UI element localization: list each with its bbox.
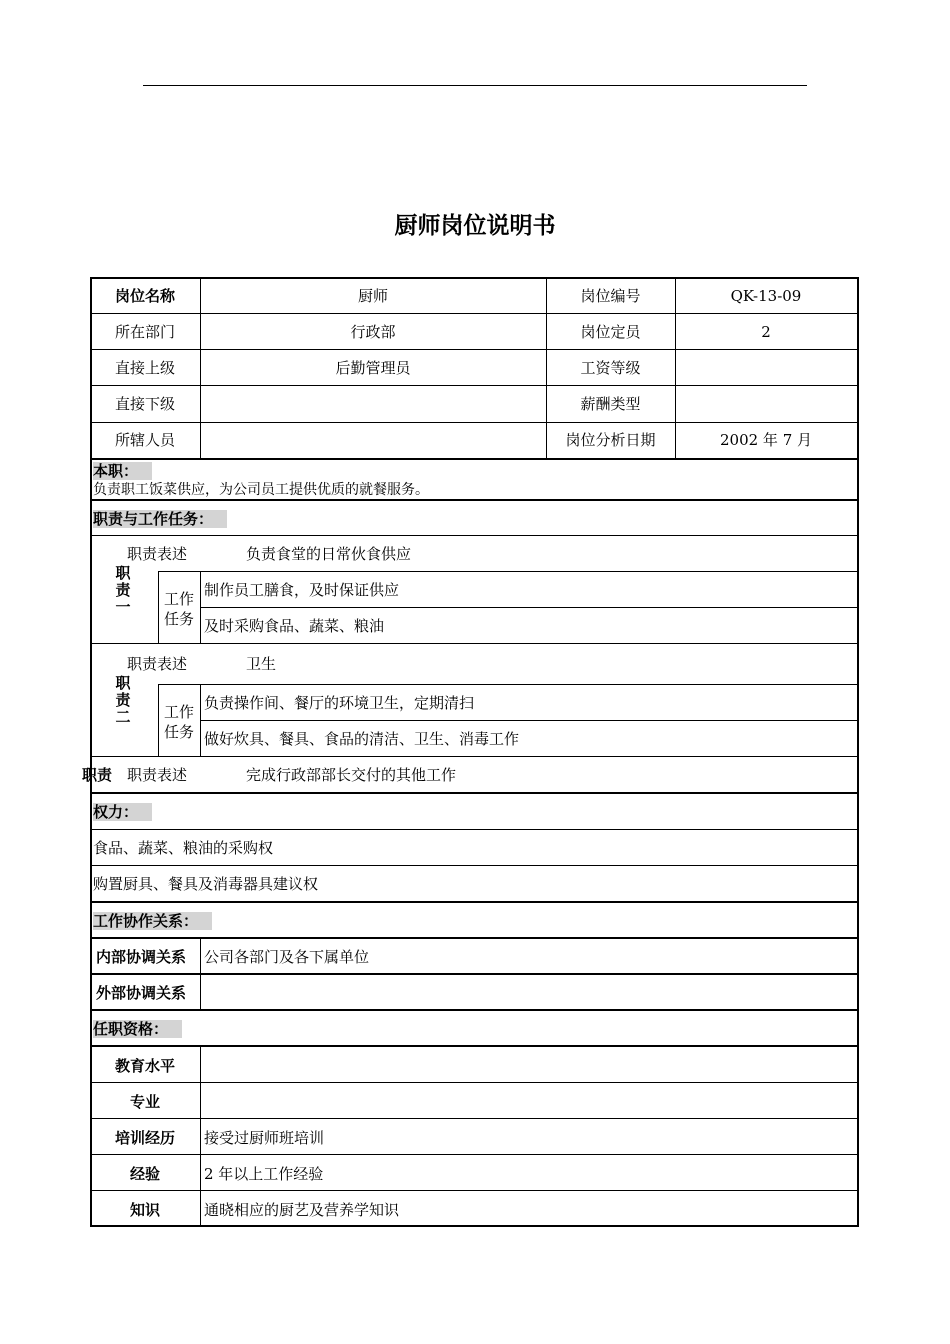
duty1-tasks-label: 工作任务: [163, 590, 194, 628]
knowledge-value: 通晓相应的厨艺及营养学知识: [204, 1201, 400, 1219]
label-direct-subordinate: 直接下级: [114, 395, 175, 413]
duty3-label: 职责: [82, 766, 113, 784]
duty1-label: 职责一: [115, 564, 131, 616]
duty1-desc-label: 职责表述: [127, 545, 188, 563]
authority-item-1: 食品、蔬菜、粮油的采购权: [93, 839, 274, 857]
duty2-task-2: 做好炊具、餐具、食品的清洁、卫生、消毒工作: [204, 730, 520, 748]
label-position-code: 岗位编号: [580, 287, 641, 305]
duty1-desc: 负责食堂的日常伙食供应: [246, 545, 412, 563]
experience-value: 2 年以上工作经验: [204, 1165, 324, 1183]
label-salary-grade: 工资等级: [580, 359, 641, 377]
qualifications-heading: 任职资格：: [93, 1020, 182, 1038]
border-left: [90, 277, 92, 1227]
duty2-label: 职责二: [115, 674, 131, 726]
label-staff-managed: 所辖人员: [114, 431, 175, 449]
authority-heading: 权力：: [93, 803, 152, 821]
label-position-name: 岗位名称: [114, 287, 175, 305]
value-department: 行政部: [350, 323, 396, 341]
value-analysis-date: 2002 年 7 月: [719, 431, 813, 449]
duty2-task-1: 负责操作间、餐厅的环境卫生，定期清扫: [204, 694, 475, 712]
duty2-desc-label: 职责表述: [127, 655, 188, 673]
page-title: 厨师岗位说明书: [394, 213, 556, 239]
internal-relations-value: 公司各部门及各下属单位: [204, 948, 370, 966]
training-label: 培训经历: [114, 1129, 175, 1147]
duty3-desc: 完成行政部部长交付的其他工作: [246, 766, 457, 784]
duty2-tasks-label: 工作任务: [163, 703, 194, 741]
knowledge-label: 知识: [129, 1201, 160, 1219]
label-direct-superior: 直接上级: [114, 359, 175, 377]
relations-heading: 工作协作关系：: [93, 912, 212, 930]
summary-heading: 本职：: [93, 462, 152, 480]
value-position-code: QK-13-09: [730, 287, 802, 305]
duty2-desc: 卫生: [246, 655, 277, 673]
header-rule: [143, 85, 807, 86]
experience-label: 经验: [129, 1165, 160, 1183]
label-pay-type: 薪酬类型: [580, 395, 641, 413]
external-relations-label: 外部协调关系: [96, 984, 187, 1002]
border-top: [90, 277, 859, 279]
value-headcount: 2: [761, 323, 771, 341]
internal-relations-label: 内部协调关系: [96, 948, 187, 966]
summary-text: 负责职工饭菜供应，为公司员工提供优质的就餐服务。: [93, 482, 429, 498]
border-bottom: [90, 1225, 859, 1227]
duty3-desc-label: 职责表述: [127, 766, 188, 784]
education-label: 教育水平: [114, 1057, 175, 1075]
duty1-task-2: 及时采购食品、蔬菜、粮油: [204, 617, 385, 635]
value-position-name: 厨师: [357, 287, 388, 305]
label-department: 所在部门: [114, 323, 175, 341]
duty1-task-1: 制作员工膳食，及时保证供应: [204, 581, 400, 599]
label-analysis-date: 岗位分析日期: [565, 431, 656, 449]
training-value: 接受过厨师班培训: [204, 1129, 325, 1147]
authority-item-2: 购置厨具、餐具及消毒器具建议权: [93, 875, 319, 893]
duties-heading: 职责与工作任务：: [93, 510, 227, 528]
major-label: 专业: [129, 1093, 160, 1111]
label-headcount: 岗位定员: [580, 323, 641, 341]
border-right: [857, 277, 859, 1227]
value-direct-superior: 后勤管理员: [335, 359, 411, 377]
job-description-form: [82, 277, 859, 1227]
